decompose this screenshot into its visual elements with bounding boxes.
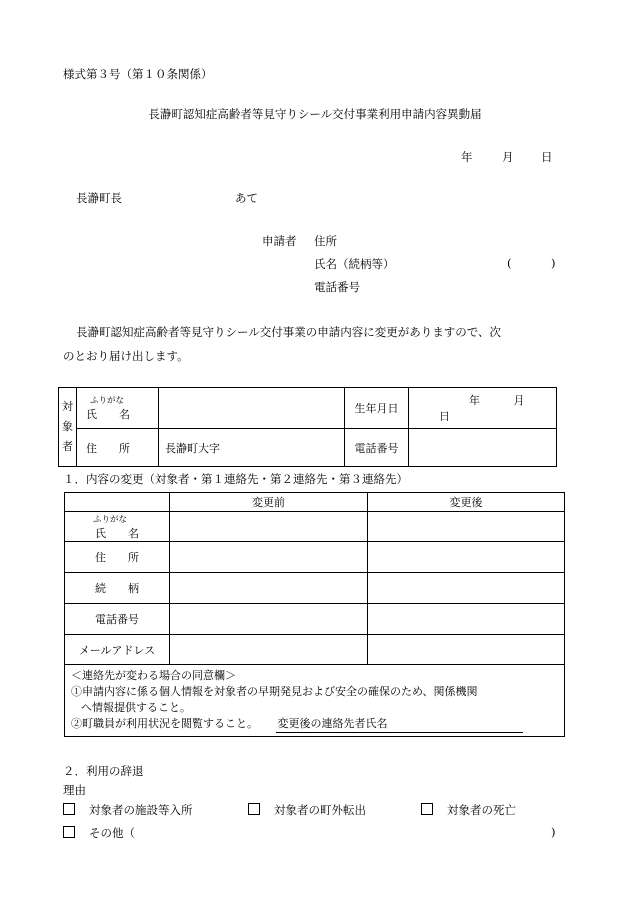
paren-close: ) [551,256,556,270]
row-phone-label: 電話番号 [65,604,170,635]
after-name-value[interactable] [368,512,565,542]
form-number: 様式第３号（第１０条関係） [63,67,213,81]
form-title [0,106,630,122]
consent-sign-field[interactable] [276,716,523,733]
before-phone-value[interactable] [170,604,368,635]
col-before-header: 変更前 [170,493,368,512]
birth-year-label: 年 [469,394,480,407]
target-name-label-cell [77,388,159,429]
checkbox-facility[interactable] [63,803,75,815]
consent-title: ＜連絡先が変わる場合の同意欄＞ [71,669,236,682]
option-moveout[interactable] [248,802,366,818]
after-relation-value[interactable] [368,573,565,604]
checkbox-death[interactable] [421,803,433,815]
option-facility[interactable] [63,802,193,818]
applicant-name-label: 氏名（続柄等） [314,257,395,271]
side-char-2: 象 [62,420,73,433]
option-other-close: ) [551,825,556,839]
date-year: 年 [461,150,473,164]
target-furigana-label: ふりがな [90,396,125,406]
target-table [58,387,557,467]
change-table [64,492,565,737]
row-name-text: 氏 名 [95,526,139,540]
paren-open: ( [507,256,512,270]
before-name-value[interactable] [170,512,368,542]
section2-heading: ２．利用の辞退 [63,764,144,778]
side-char-1: 対 [62,400,73,413]
target-phone-value[interactable] [409,429,557,467]
date-day: 日 [541,150,553,164]
consent-item2: ②町職員が利用状況を閲覧すること。 [71,717,258,730]
consent-sign-label: 変更後の連絡先者氏名 [277,717,388,730]
before-address-value[interactable] [170,542,368,573]
side-char-3: 者 [62,440,73,453]
applicant-phone-label: 電話番号 [314,280,360,294]
option-other[interactable] [63,825,135,841]
intro-line1: 長瀞町認知症高齢者等見守りシール交付事業の申請内容に変更がありますので、次 [76,325,502,339]
addressee-suffix: あて [235,191,258,205]
row-relation-label: 続 柄 [65,573,170,604]
checkbox-other[interactable] [63,826,75,838]
form-title-text: 長瀞町認知症高齢者等見守りシール交付事業利用申請内容異動届 [148,107,482,121]
option-other-label: その他（ [89,826,135,840]
before-relation-value[interactable] [170,573,368,604]
row-address-label: 住 所 [65,542,170,573]
applicant-label: 申請者 [262,234,297,248]
before-email-value[interactable] [170,635,368,665]
option-moveout-label: 対象者の町外転出 [274,803,366,817]
after-phone-value[interactable] [368,604,565,635]
option-death[interactable] [421,802,516,818]
consent-item1-line2: へ情報提供すること。 [81,701,191,714]
after-address-value[interactable] [368,542,565,573]
birth-day-label: 日 [439,410,450,423]
target-birthdate-value[interactable] [409,388,557,429]
checkbox-moveout[interactable] [248,803,260,815]
consent-item1-line1: ①申請内容に係る個人情報を対象者の早期発見および安全の確保のため、関係機関 [71,685,478,698]
target-birthdate-label: 生年月日 [345,388,409,429]
row-furigana-label: ふりがな [92,514,127,525]
section1-heading: １．内容の変更（対象者・第１連絡先・第２連絡先・第３連絡先） [63,472,408,486]
after-email-value[interactable] [368,635,565,665]
applicant-address-label: 住所 [314,234,337,248]
target-side-label [59,388,77,467]
col-after-header: 変更後 [368,493,565,512]
target-name-value[interactable] [159,388,345,429]
row-email-label: メールアドレス [65,635,170,665]
consent-section [65,665,565,737]
option-death-label: 対象者の死亡 [447,803,516,817]
change-header-blank [65,493,170,512]
option-facility-label: 対象者の施設等入所 [89,803,193,817]
target-address-value[interactable]: 長瀞町大字 [159,429,345,467]
intro-line2: のとおり届け出します。 [63,349,189,363]
target-name-label: 氏 名 [86,408,130,421]
date-month: 月 [502,150,514,164]
target-phone-label: 電話番号 [345,429,409,467]
addressee-name: 長瀞町長 [76,191,122,205]
reason-label: 理由 [63,783,86,797]
birth-month-label: 月 [513,394,525,407]
row-name-label [65,512,170,542]
target-address-label: 住 所 [77,429,159,467]
